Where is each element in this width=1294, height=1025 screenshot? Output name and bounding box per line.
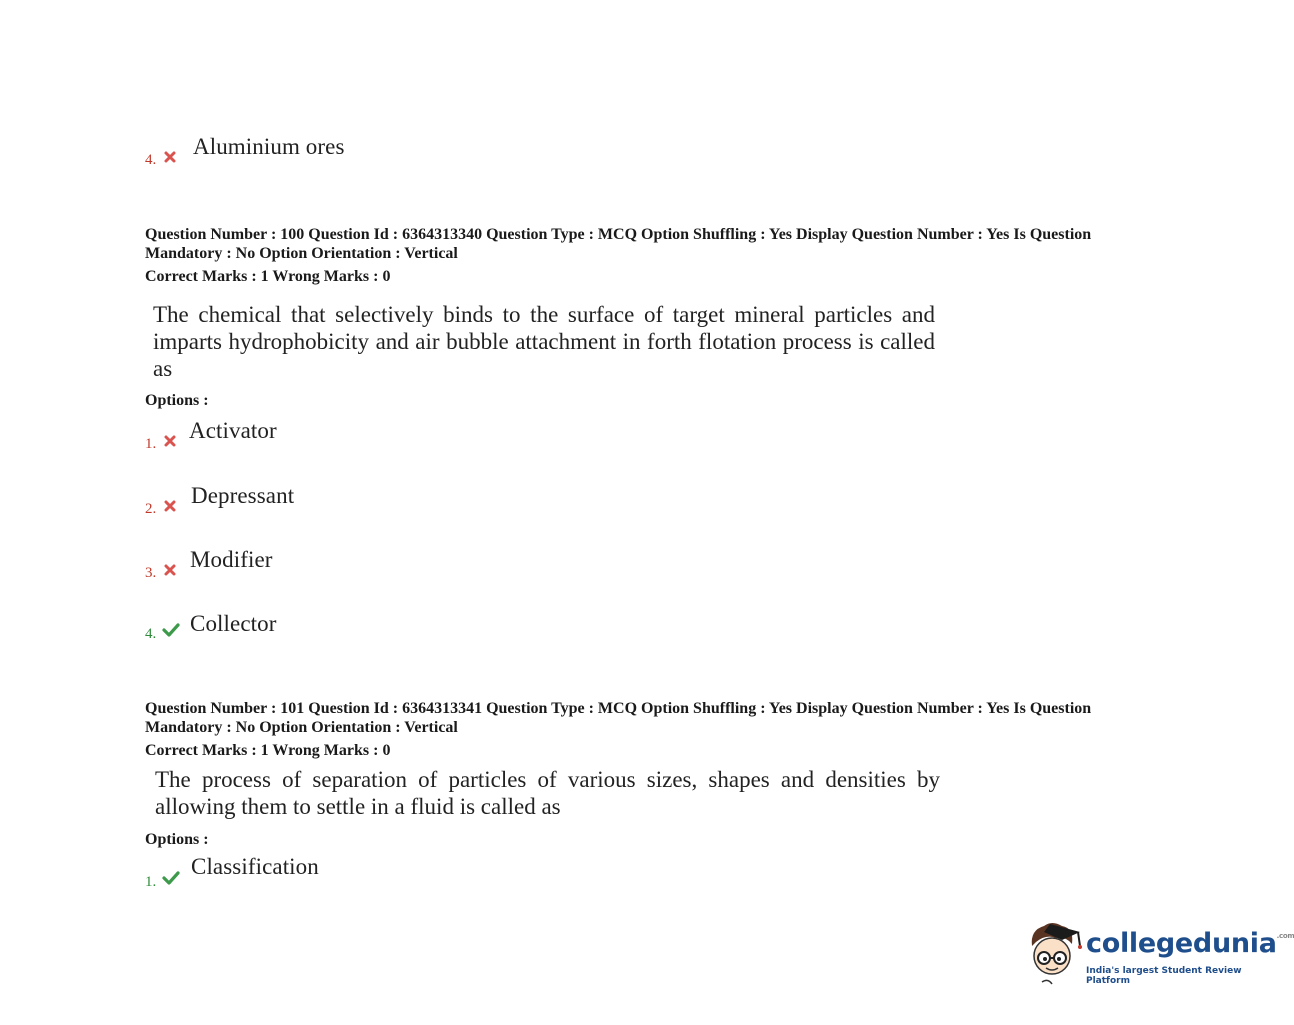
question-marks: Correct Marks : 1 Wrong Marks : 0 <box>145 268 391 285</box>
option-text: Aluminium ores <box>193 134 345 159</box>
question-meta: Question Number : 100 Question Id : 6364313340 Question Type : MCQ Option Shuffling : Yes Display Question Number : Yes Is Question Mandatory : No Option Orientation : Vertical <box>145 226 1092 262</box>
options-label: Options : <box>145 831 209 848</box>
option-number: 1. <box>145 436 157 452</box>
option-number: 1. <box>145 874 157 890</box>
mascot-icon <box>1022 918 1086 988</box>
question-meta: Question Number : 101 Question Id : 6364313341 Question Type : MCQ Option Shuffling : Yes Display Question Number : Yes Is Question Mandatory : No Option Orientation : Vertical <box>145 700 1092 736</box>
question-marks: Correct Marks : 1 Wrong Marks : 0 <box>145 742 391 759</box>
option-number: 3. <box>145 565 157 581</box>
cross-icon <box>164 500 176 512</box>
logo-wordmark <box>1086 928 1294 959</box>
option-number: 4. <box>145 626 157 642</box>
logo-suffix: .com <box>1276 932 1294 940</box>
check-icon <box>162 623 180 637</box>
option-number: 2. <box>145 501 157 517</box>
option-text: Modifier <box>190 547 273 572</box>
check-icon <box>162 871 180 885</box>
option-number: 4. <box>145 152 157 168</box>
cross-icon <box>164 435 176 447</box>
logo-name: collegedunia <box>1086 928 1277 959</box>
question-text: The chemical that selectively binds to the surface of target mineral particles and imparts hydrophobicity and air bubble attachment in forth flotation process is called as <box>153 302 935 381</box>
option-text: Collector <box>190 611 277 636</box>
options-label: Options : <box>145 392 209 409</box>
option-text: Classification <box>191 854 319 879</box>
collegedunia-logo <box>1022 918 1294 990</box>
question-text: The process of separation of particles of various sizes, shapes and densities by allowing them to settle in a fluid is called as <box>155 767 940 819</box>
option-text: Depressant <box>191 483 295 508</box>
cross-icon <box>164 564 176 576</box>
cross-icon <box>164 151 176 163</box>
logo-tagline: India's largest Student Review Platform <box>1086 966 1242 986</box>
option-text: Activator <box>189 418 277 443</box>
